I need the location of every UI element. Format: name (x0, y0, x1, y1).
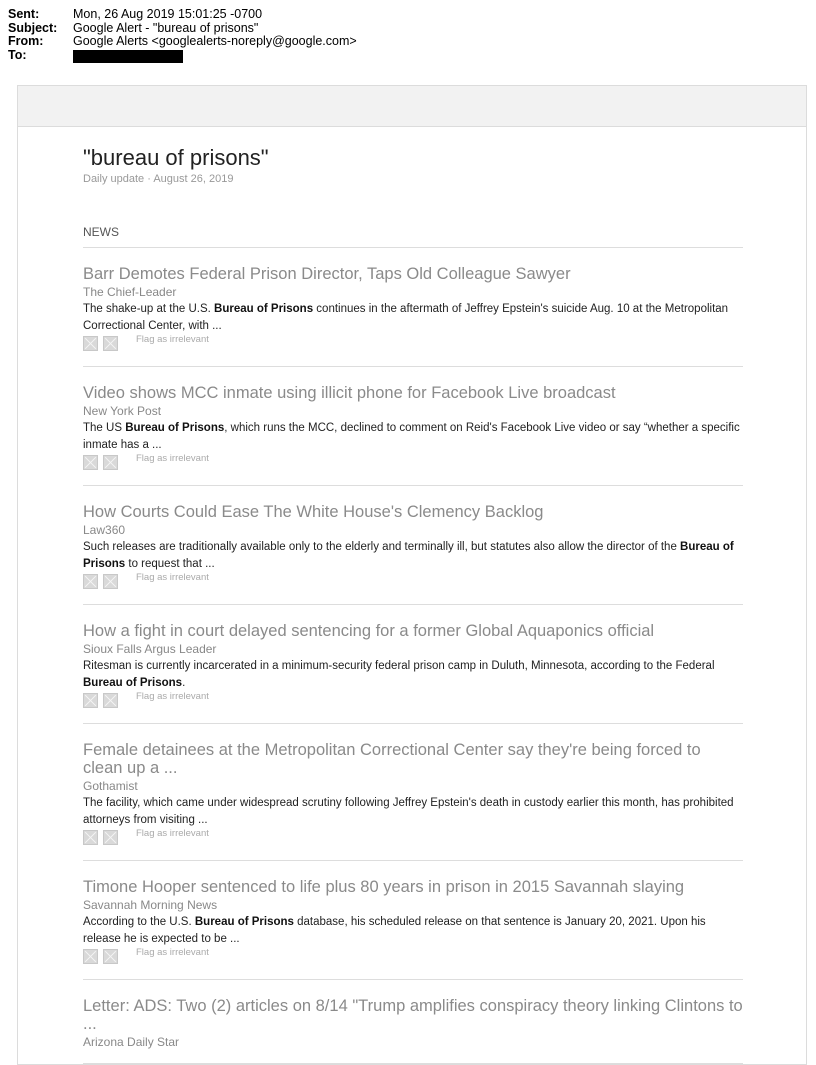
snippet-keyword: Bureau of Prisons (125, 422, 225, 434)
snippet-text: continues in the aftermath of Jeffrey Epstein's suicide Aug. 10 at the Metropolitan Correctional Center, with ... (83, 303, 729, 332)
to-label: To: (8, 47, 27, 62)
news-item-actions (83, 829, 743, 846)
news-item-source: Arizona Daily Star (83, 1035, 180, 1049)
redacted-recipient (73, 50, 183, 63)
alert-content (83, 146, 743, 1064)
section-label: NEWS (83, 225, 743, 248)
sent-label: Sent: (8, 7, 40, 21)
news-item-source: New York Post (83, 404, 162, 418)
share-icon[interactable] (83, 336, 98, 351)
news-item-snippet (83, 914, 743, 948)
news-item-source: Law360 (83, 523, 126, 537)
news-item-snippet (83, 658, 743, 692)
news-item-snippet (83, 420, 743, 454)
from-value: Google Alerts <googlealerts-noreply@google.com> (73, 34, 357, 48)
news-item (83, 486, 743, 605)
snippet-keyword: Bureau of Prisons (83, 541, 734, 570)
news-item (83, 980, 743, 1064)
alert-email-frame (17, 85, 807, 1065)
news-item-title-link[interactable]: Timone Hooper sentenced to life plus 80 years in prison in 2015 Savannah slaying (83, 878, 685, 896)
snippet-text: The shake-up at the U.S. (83, 303, 215, 315)
flag-as-irrelevant-link[interactable]: Flag as irrelevant (136, 572, 209, 583)
news-item-title-link[interactable]: Video shows MCC inmate using illicit phone for Facebook Live broadcast (83, 384, 616, 402)
share-icon-2[interactable] (103, 336, 118, 351)
snippet-text: , which runs the MCC, declined to comment on Reid's Facebook Live video or say “whether a specific inmate has a ... (83, 422, 740, 451)
news-item-snippet (83, 539, 743, 573)
sent-value: Mon, 26 Aug 2019 15:01:25 -0700 (73, 7, 263, 21)
news-item (83, 724, 743, 861)
share-icon[interactable] (83, 574, 98, 589)
flag-as-irrelevant-link[interactable]: Flag as irrelevant (136, 334, 209, 345)
share-icon[interactable] (83, 693, 98, 708)
from-row (8, 35, 357, 49)
news-item-source: Sioux Falls Argus Leader (83, 642, 217, 656)
snippet-text: database, his scheduled release on that sentence is January 20, 2021. Upon his release he is expected to be ... (83, 916, 706, 945)
from-label: From: (8, 34, 44, 48)
news-list (83, 248, 743, 1064)
flag-as-irrelevant-link[interactable]: Flag as irrelevant (136, 828, 209, 839)
news-item-source: Savannah Morning News (83, 898, 218, 912)
news-item-snippet (83, 795, 743, 829)
share-icon-2[interactable] (103, 830, 118, 845)
news-item-actions (83, 335, 743, 352)
news-item-title-link[interactable]: How Courts Could Ease The White House's Clemency Backlog (83, 503, 544, 521)
alert-subtitle: Daily update · August 26, 2019 (83, 173, 234, 185)
snippet-text: Ritesman is currently incarcerated in a minimum-security federal prison camp in Duluth, Minnesota, according to the Federal (83, 660, 715, 672)
snippet-keyword: Bureau of Prisons (83, 677, 183, 689)
news-item (83, 248, 743, 367)
news-item-title-link[interactable]: Barr Demotes Federal Prison Director, Taps Old Colleague Sawyer (83, 265, 571, 283)
share-icon[interactable] (83, 830, 98, 845)
news-item-title-link[interactable]: How a fight in court delayed sentencing for a former Global Aquaponics official (83, 622, 655, 640)
share-icon-2[interactable] (103, 949, 118, 964)
news-item-source: Gothamist (83, 779, 138, 793)
share-icon[interactable] (83, 455, 98, 470)
email-header (8, 8, 357, 63)
flag-as-irrelevant-link[interactable]: Flag as irrelevant (136, 947, 209, 958)
snippet-keyword: Bureau of Prisons (194, 916, 294, 928)
news-item-actions (83, 948, 743, 965)
share-icon-2[interactable] (103, 574, 118, 589)
snippet-text: The facility, which came under widespread scrutiny following Jeffrey Epstein's death in custody earlier this month, has prohibited attorneys from visiting ... (83, 797, 734, 826)
share-icon-2[interactable] (103, 455, 118, 470)
news-item-actions (83, 692, 743, 709)
subject-row (8, 22, 357, 36)
frame-top-bar (18, 86, 806, 127)
news-item (83, 861, 743, 980)
share-icon[interactable] (83, 949, 98, 964)
flag-as-irrelevant-link[interactable]: Flag as irrelevant (136, 453, 209, 464)
snippet-text: Such releases are traditionally available only to the elderly and terminally ill, but statutes also allow the director of the (83, 541, 681, 553)
flag-as-irrelevant-link[interactable]: Flag as irrelevant (136, 691, 209, 702)
snippet-text: . (182, 677, 186, 689)
alert-title: "bureau of prisons" (83, 145, 269, 170)
news-item-title-link[interactable]: Letter: ADS: Two (2) articles on 8/14 "Trump amplifies conspiracy theory linking Clintons to ... (83, 997, 743, 1033)
news-item-actions (83, 573, 743, 590)
snippet-keyword: Bureau of Prisons (214, 303, 314, 315)
news-item-actions (83, 454, 743, 471)
to-row (8, 49, 357, 63)
news-item-snippet (83, 301, 743, 335)
subject-value: Google Alert - "bureau of prisons" (73, 20, 259, 35)
share-icon-2[interactable] (103, 693, 118, 708)
snippet-text: The US (83, 422, 126, 434)
news-item-source: The Chief-Leader (83, 285, 177, 299)
snippet-text: to request that ... (125, 558, 215, 570)
sent-row (8, 8, 357, 22)
news-item (83, 605, 743, 724)
news-item (83, 367, 743, 486)
snippet-text: According to the U.S. (83, 916, 195, 928)
subject-label: Subject: (8, 20, 58, 35)
news-item-title-link[interactable]: Female detainees at the Metropolitan Correctional Center say they're being forced to clean up a ... (83, 741, 701, 777)
